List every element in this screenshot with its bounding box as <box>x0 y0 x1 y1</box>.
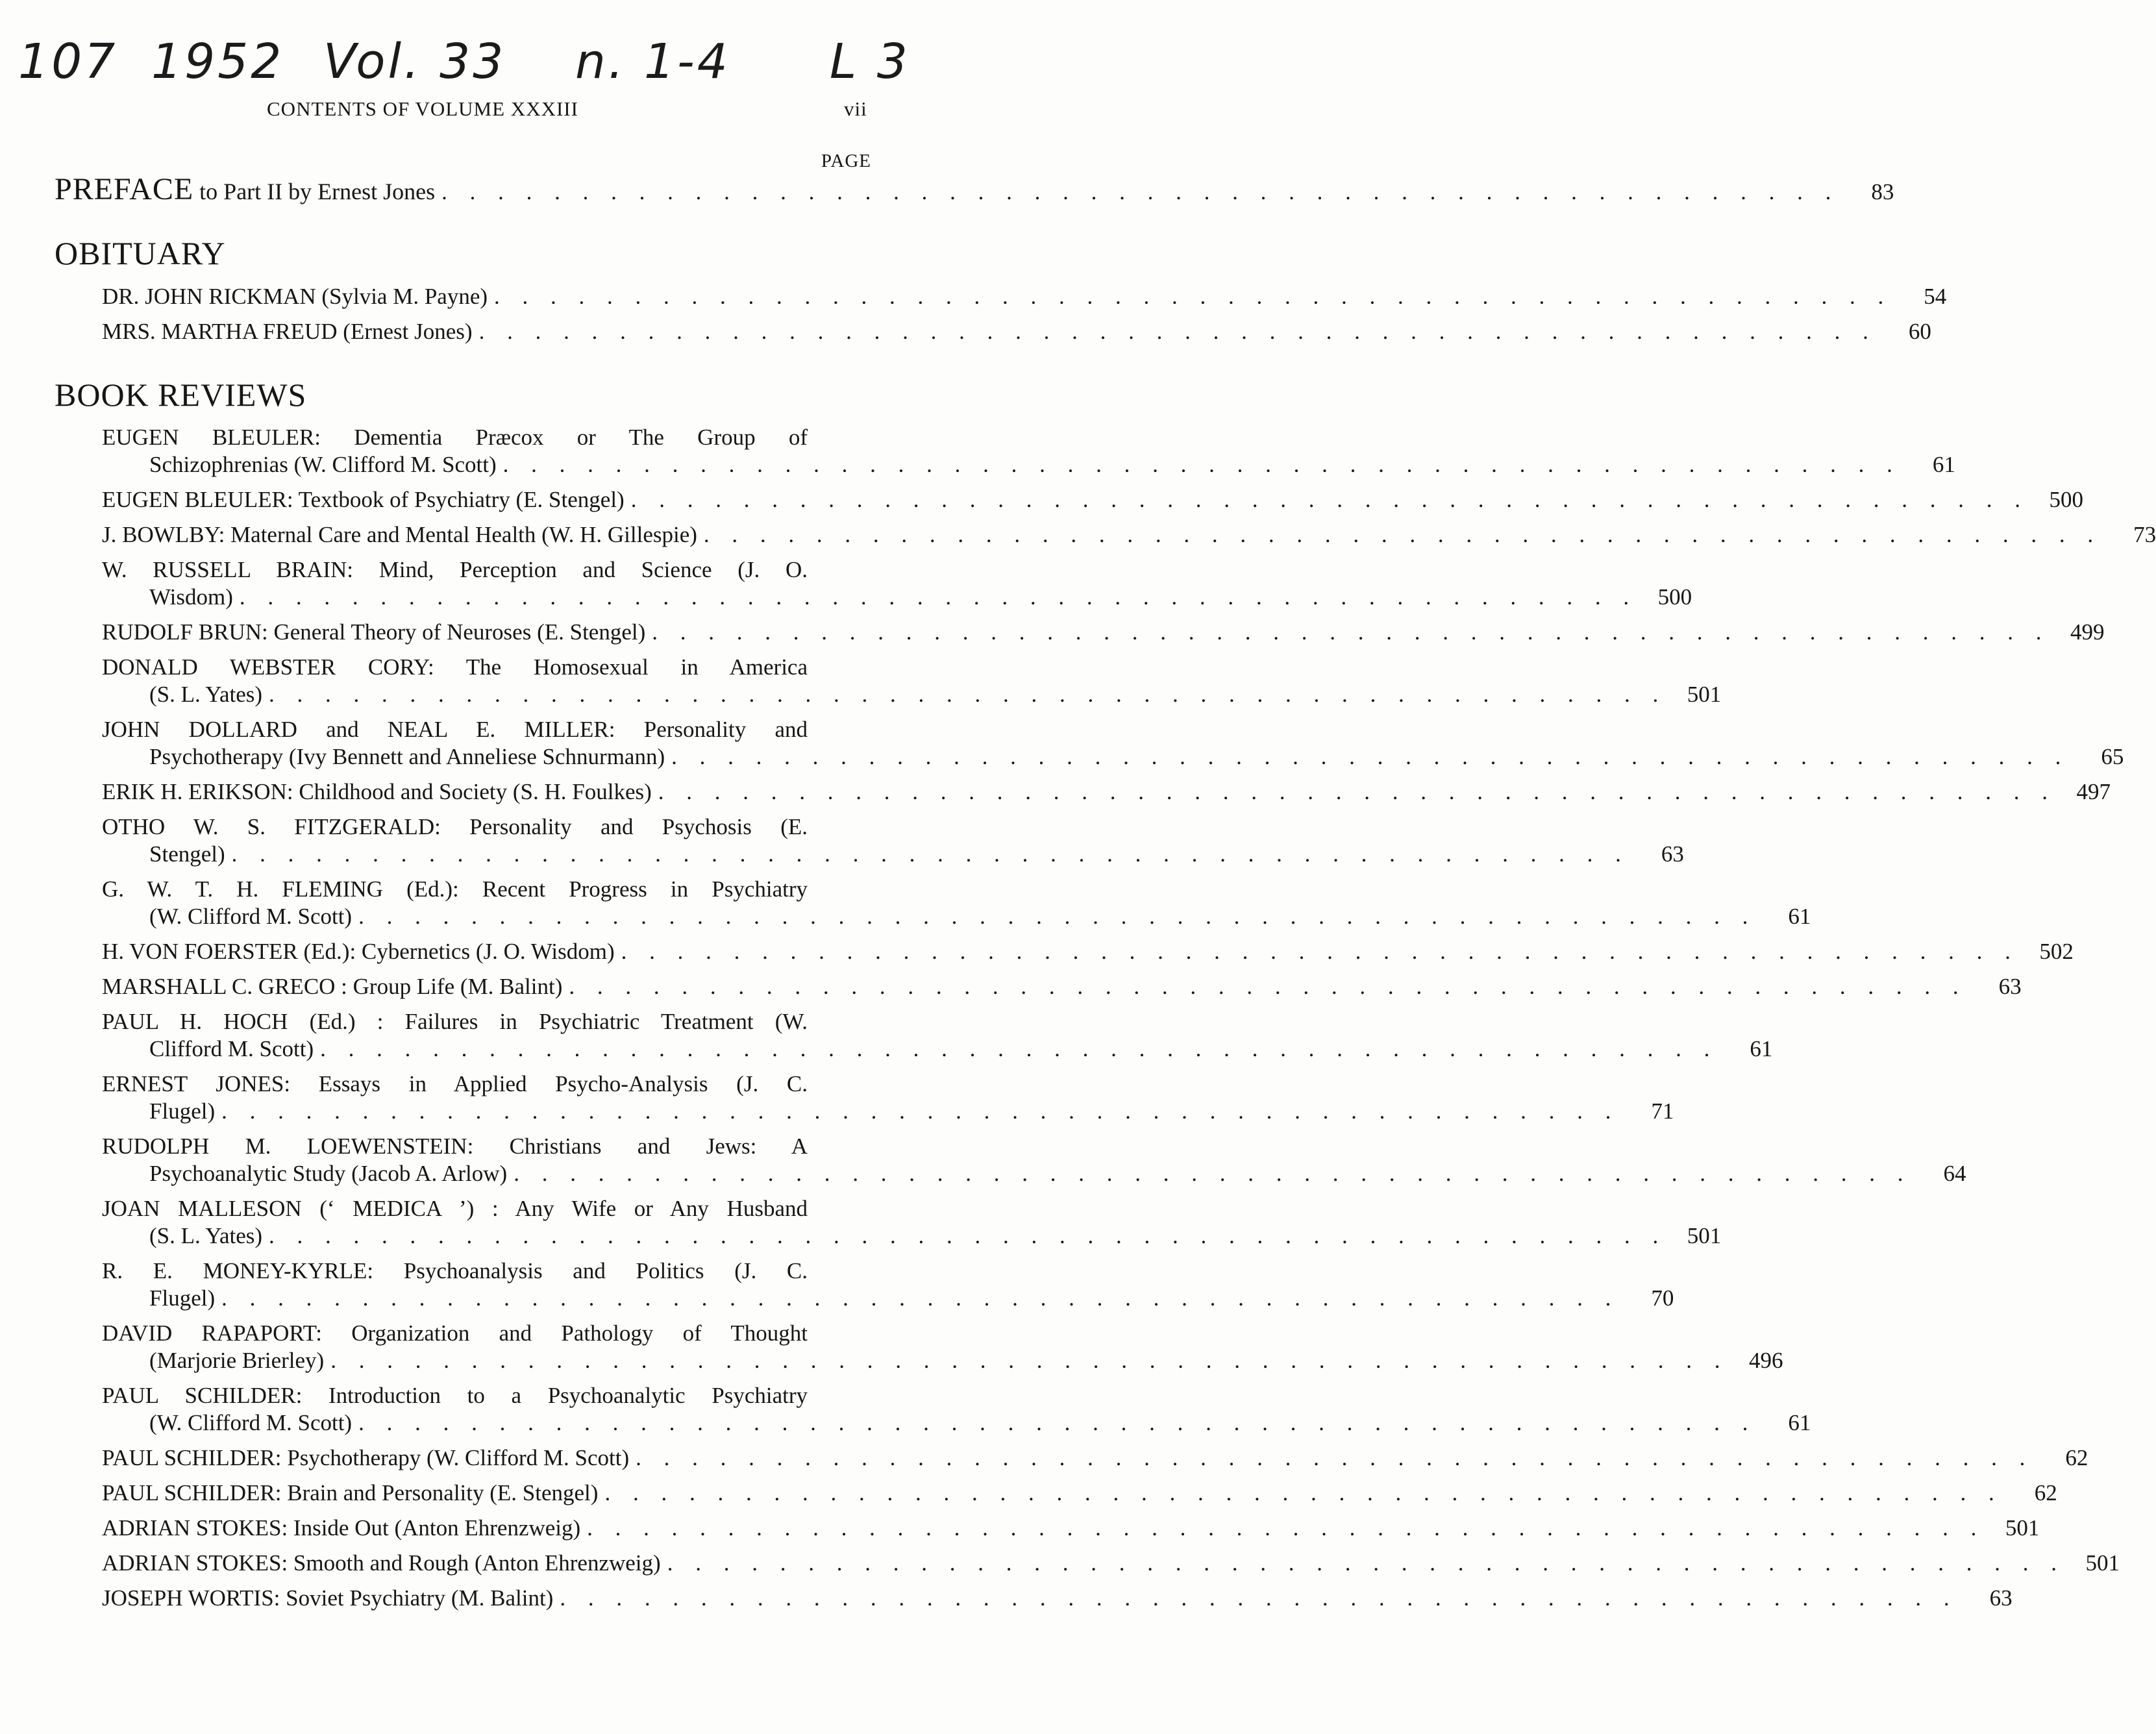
page-number: 61 <box>1788 1410 1811 1435</box>
entry-text: J. BOWLBY: Maternal Care and Mental Health (W. H. Gillespie) <box>102 522 697 547</box>
page-number: 62 <box>2065 1445 2088 1470</box>
review-entry-line1: W. RUSSELL BRAIN: Mind, Perception and Science (J. O. <box>102 557 808 582</box>
review-entry <box>102 486 2083 514</box>
handwritten-catalog-note <box>18 26 914 97</box>
review-entry-line1: DONALD WEBSTER CORY: The Homosexual in America <box>102 654 808 680</box>
dot-leader: . . . . . . . . . . . . . . . . . . . . . . . . . . . . . . . . . . . . . . . . . . . . . . . . . . <box>231 841 1629 867</box>
review-entry-line1: JOAN MALLESON (‘ MEDICA ’) : Any Wife or Any Husband <box>102 1196 808 1221</box>
entry-text: Clifford M. Scott) <box>149 1036 314 1061</box>
handwritten-note-part: n. 1-4 <box>575 34 730 90</box>
review-entry-line1: G. W. T. H. FLEMING (Ed.): Recent Progress in Psychiatry <box>102 876 808 902</box>
review-entry-line1: ERNEST JONES: Essays in Applied Psycho-Analysis (J. C. <box>102 1071 808 1096</box>
page-number: 501 <box>1687 1223 1722 1248</box>
entry-text: MRS. MARTHA FREUD (Ernest Jones) <box>102 319 473 344</box>
entry-text: (S. L. Yates) <box>149 1223 263 1248</box>
page-number: 61 <box>1932 452 1955 477</box>
dot-leader: . . . . . . . . . . . . . . . . . . . . . . . . . . . . . . . . . . . . . . . . . . . . . . . . . . <box>658 779 2057 804</box>
entry-text: MARSHALL C. GRECO : Group Life (M. Balint) <box>102 974 563 999</box>
review-entry-line2 <box>149 1035 1773 1063</box>
dot-leader: . . . . . . . . . . . . . . . . . . . . . . . . . . . . . . . . . . . . . . . . . . . . . . . . . . <box>358 1410 1757 1435</box>
dot-leader: . . . . . . . . . . . . . . . . . . . . . . . . . . . . . . . . . . . . . . . . . . . . . . . . . . <box>494 284 1892 309</box>
obituary-entry <box>102 317 1931 346</box>
review-entry-line1: PAUL SCHILDER: Introduction to a Psychoanalytic Psychiatry <box>102 1383 808 1408</box>
dot-leader: . . . . . . . . . . . . . . . . . . . . . . . . . . . . . . . . . . . . . . . . . . . . . . . . . . <box>502 452 1901 477</box>
review-entry <box>102 778 2111 806</box>
page-number: 62 <box>2034 1480 2057 1505</box>
preface-word: PREFACE <box>55 172 194 206</box>
entry-text: (W. Clifford M. Scott) <box>149 904 353 929</box>
dot-leader: . . . . . . . . . . . . . . . . . . . . . . . . . . . . . . . . . . . . . . . . . . . . . . . . . . <box>703 522 2102 547</box>
review-entry-line2 <box>149 1409 1811 1437</box>
entry-text: Schizophrenias (W. Clifford M. Scott) <box>149 452 497 477</box>
dot-leader: . . . . . . . . . . . . . . . . . . . . . . . . . . . . . . . . . . . . . . . . . . . . . . . . . . <box>320 1036 1718 1061</box>
entry-text: (Marjorie Brierley) <box>149 1348 325 1373</box>
dot-leader: . . . . . . . . . . . . . . . . . . . . . . . . . . . . . . . . . . . . . . . . . . . . . . . . . . <box>330 1348 1729 1373</box>
page-number: 61 <box>1750 1036 1773 1061</box>
review-entry <box>102 521 2156 549</box>
handwritten-note-part: 107 <box>18 34 118 90</box>
entry-text: DR. JOHN RICKMAN (Sylvia M. Payne) <box>102 284 488 309</box>
preface-entry <box>55 172 1894 206</box>
page-number: 501 <box>2085 1550 2120 1576</box>
entry-text: PAUL SCHILDER: Brain and Personality (E. Stengel) <box>102 1480 599 1505</box>
page-number: 500 <box>1657 584 1692 610</box>
review-entry-line1: EUGEN BLEULER: Dementia Præcox or The Group of <box>102 425 808 450</box>
entry-text: Psychoanalytic Study (Jacob A. Arlow) <box>149 1161 508 1186</box>
dot-leader: . . . . . . . . . . . . . . . . . . . . . . . . . . . . . . . . . . . . . . . . . . . . . . . . . . <box>587 1515 1985 1541</box>
dot-leader: . . . . . . . . . . . . . . . . . . . . . . . . . . . . . . . . . . . . . . . . . . . . . . . . . . <box>269 1223 1667 1248</box>
entry-text: PAUL SCHILDER: Psychotherapy (W. Clifford M. Scott) <box>102 1445 630 1470</box>
dot-leader: . . . . . . . . . . . . . . . . . . . . . . . . . . . . . . . . . . . . . . . . . . . . . . . . . . <box>667 1550 2065 1576</box>
page-number: 501 <box>2005 1515 2040 1541</box>
page-number: 64 <box>1943 1161 1966 1186</box>
preface-subtitle: to Part II by Ernest Jones <box>193 179 436 204</box>
handwritten-note-part: Vol. 33 <box>323 34 506 90</box>
page-number: 501 <box>1687 682 1722 707</box>
page-column-label: PAGE <box>821 151 871 171</box>
review-entry-line2 <box>149 902 1811 931</box>
entry-text: ADRIAN STOKES: Inside Out (Anton Ehrenzweig) <box>102 1515 581 1541</box>
review-entry <box>102 1444 2088 1472</box>
handwritten-note-part: 1952 <box>151 34 284 90</box>
review-entry-line2 <box>149 1346 1783 1375</box>
dot-leader: . . . . . . . . . . . . . . . . . . . . . . . . . . . . . . . . . . . . . . . . . . . . . . . . . . <box>621 939 2019 964</box>
entry-text: H. VON FOERSTER (Ed.): Cybernetics (J. O. Wisdom) <box>102 939 615 964</box>
dot-leader: . . . . . . . . . . . . . . . . . . . . . . . . . . . . . . . . . . . . . . . . . . . . . . . . . . <box>569 974 1967 999</box>
dot-leader: . . . . . . . . . . . . . . . . . . . . . . . . . . . . . . . . . . . . . . . . . . . . . . . . . . <box>604 1480 2003 1505</box>
review-entry <box>102 1514 2040 1542</box>
dot-leader: . . . . . . . . . . . . . . . . . . . . . . . . . . . . . . . . . . . . . . . . . . . . . . . . . . <box>221 1285 1620 1311</box>
review-entry <box>102 618 2105 647</box>
page-number: 73 <box>2133 522 2156 547</box>
dot-leader: . . . . . . . . . . . . . . . . . . . . . . . . . . . . . . . . . . . . . . . . . . . . . . . . . . <box>514 1161 1912 1186</box>
page-number: 499 <box>2070 619 2105 645</box>
entry-text: RUDOLF BRUN: General Theory of Neuroses (E. Stengel) <box>102 619 646 645</box>
entry-text: (S. L. Yates) <box>149 682 263 707</box>
review-entry-line2 <box>149 583 1692 612</box>
section-heading-obituary: OBITUARY <box>55 235 226 271</box>
review-entry <box>102 1479 2057 1507</box>
review-entry-line1: DAVID RAPAPORT: Organization and Pathology of Thought <box>102 1320 808 1346</box>
review-entry <box>102 972 2022 1001</box>
review-entry-line2 <box>149 1159 1966 1188</box>
entry-text: ERIK H. ERIKSON: Childhood and Society (S. H. Foulkes) <box>102 779 652 804</box>
page-number: 70 <box>1651 1285 1674 1311</box>
review-entry-line2 <box>149 1097 1674 1126</box>
dot-leader: . . . . . . . . . . . . . . . . . . . . . . . . . . . . . . . . . . . . . . . . . . . . . . . . . . <box>358 904 1757 929</box>
dot-leader: . . . . . . . . . . . . . . . . . . . . . . . . . . . . . . . . . . . . . . . . . . . . . . . . . . <box>652 619 2050 645</box>
page-number: 496 <box>1748 1348 1783 1373</box>
review-entry-line1: R. E. MONEY-KYRLE: Psychoanalysis and Politics (J. C. <box>102 1258 808 1283</box>
dot-leader: . . . . . . . . . . . . . . . . . . . . . . . . . . . . . . . . . . . . . . . . . . . . . . . . . . <box>441 179 1840 204</box>
page-number: 63 <box>1989 1585 2013 1611</box>
entry-text: ADRIAN STOKES: Smooth and Rough (Anton Ehrenzweig) <box>102 1550 661 1576</box>
entry-text: Flugel) <box>149 1285 216 1311</box>
review-entry-line2 <box>149 680 1722 709</box>
page-number: 500 <box>2049 487 2083 512</box>
review-entry-line1: OTHO W. S. FITZGERALD: Personality and Psychosis (E. <box>102 814 808 839</box>
review-entry-line2 <box>149 1284 1674 1313</box>
review-entry-line1: JOHN DOLLARD and NEAL E. MILLER: Personality and <box>102 717 808 742</box>
dot-leader: . . . . . . . . . . . . . . . . . . . . . . . . . . . . . . . . . . . . . . . . . . . . . . . . . . <box>221 1098 1620 1124</box>
review-entry-line2 <box>149 743 2124 771</box>
page-number: 83 <box>1871 179 1894 204</box>
review-entry-line1: RUDOLPH M. LOEWENSTEIN: Christians and Jews: A <box>102 1133 808 1159</box>
review-entry-line2 <box>149 840 1684 869</box>
handwritten-note-part: L 3 <box>830 34 910 90</box>
dot-leader: . . . . . . . . . . . . . . . . . . . . . . . . . . . . . . . . . . . . . . . . . . . . . . . . . . <box>671 744 2070 769</box>
entry-text: Flugel) <box>149 1098 216 1124</box>
page-number: 60 <box>1908 319 1931 344</box>
entry-text: Psychotherapy (Ivy Bennett and Anneliese Schnurmann) <box>149 744 665 769</box>
page-number: 63 <box>1661 841 1684 867</box>
review-entry <box>102 1549 2120 1578</box>
entry-text: JOSEPH WORTIS: Soviet Psychiatry (M. Balint) <box>102 1585 554 1611</box>
page-number: 65 <box>2101 744 2124 769</box>
review-entry-line2 <box>149 1222 1722 1250</box>
page-folio: vii <box>844 97 867 120</box>
dot-leader: . . . . . . . . . . . . . . . . . . . . . . . . . . . . . . . . . . . . . . . . . . . . . . . . . . <box>269 682 1667 707</box>
review-entry <box>102 1584 2013 1613</box>
obituary-entry <box>102 282 1947 311</box>
page-number: 502 <box>2039 939 2074 964</box>
dot-leader: . . . . . . . . . . . . . . . . . . . . . . . . . . . . . . . . . . . . . . . . . . . . . . . . . . <box>636 1445 2034 1470</box>
review-entry-line2 <box>149 451 1955 479</box>
entry-text <box>55 172 436 206</box>
page-number: 54 <box>1924 284 1947 309</box>
page-number: 61 <box>1788 904 1811 929</box>
dot-leader: . . . . . . . . . . . . . . . . . . . . . . . . . . . . . . . . . . . . . . . . . . . . . . . . . . <box>239 584 1638 610</box>
dot-leader: . . . . . . . . . . . . . . . . . . . . . . . . . . . . . . . . . . . . . . . . . . . . . . . . . . <box>478 319 1877 344</box>
review-entry <box>102 937 2074 966</box>
entry-text: (W. Clifford M. Scott) <box>149 1410 353 1435</box>
section-heading-book-reviews: BOOK REVIEWS <box>55 377 307 413</box>
entry-text: Stengel) <box>149 841 225 867</box>
page-number: 71 <box>1651 1098 1674 1124</box>
review-entry-line1: PAUL H. HOCH (Ed.) : Failures in Psychiatric Treatment (W. <box>102 1009 808 1034</box>
dot-leader: . . . . . . . . . . . . . . . . . . . . . . . . . . . . . . . . . . . . . . . . . . . . . . . . . . <box>560 1585 1958 1611</box>
running-head <box>0 97 949 123</box>
dot-leader: . . . . . . . . . . . . . . . . . . . . . . . . . . . . . . . . . . . . . . . . . . . . . . . . . . <box>630 487 2029 512</box>
page-number: 497 <box>2076 779 2111 804</box>
running-head-title: CONTENTS OF VOLUME XXXIII <box>267 97 578 120</box>
page-number: 63 <box>1998 974 2022 999</box>
entry-text: Wisdom) <box>149 584 233 610</box>
entry-text: EUGEN BLEULER: Textbook of Psychiatry (E. Stengel) <box>102 487 625 512</box>
